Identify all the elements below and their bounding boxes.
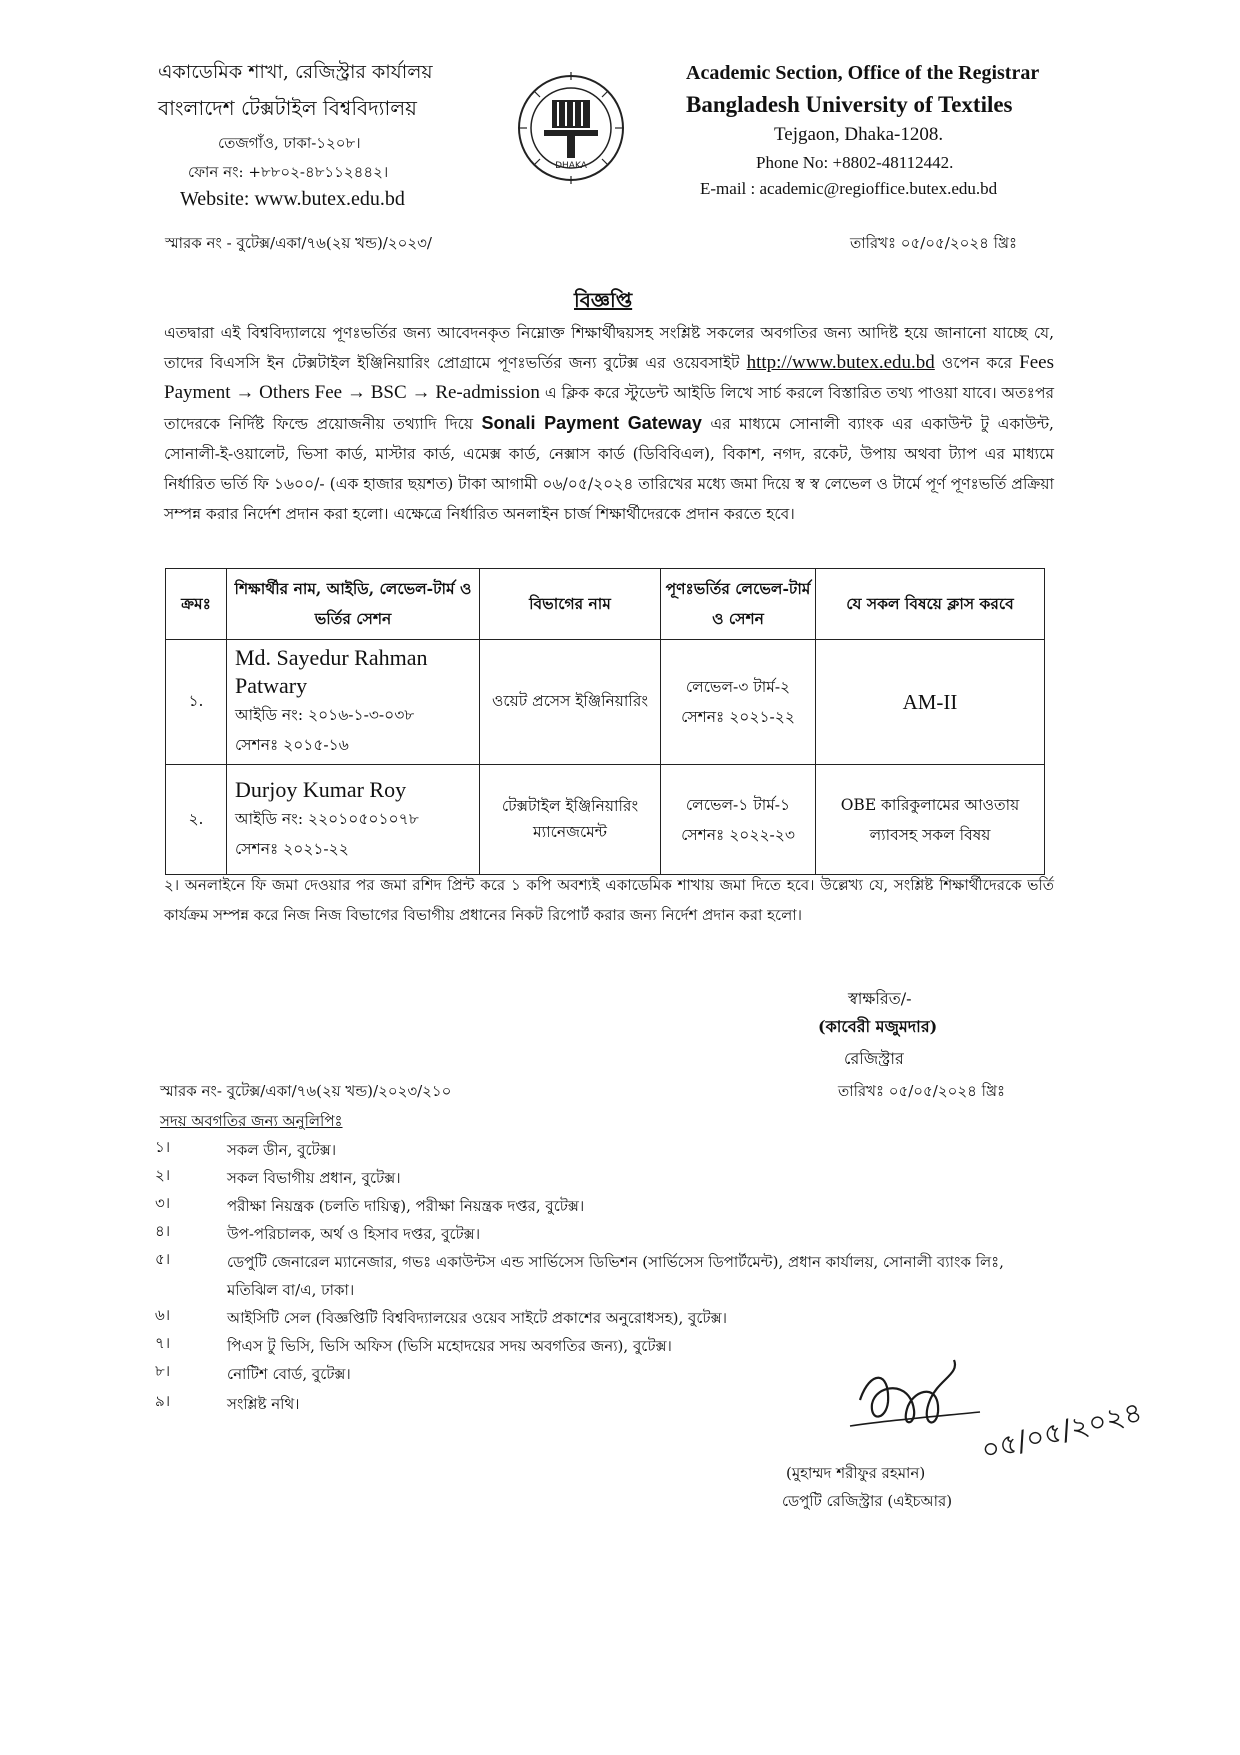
student-name: Durjoy Kumar Roy — [235, 776, 407, 802]
row-student — [227, 640, 480, 765]
registrar-title: রেজিস্ট্রার — [844, 1049, 904, 1068]
header-en-line-3: Tejgaon, Dhaka-1208. — [774, 124, 944, 145]
signed-text: স্বাক্ষরিত/- — [848, 989, 912, 1008]
student-name: Md. Sayedur Rahman Patwary — [235, 645, 428, 698]
student-table — [165, 568, 1045, 875]
readmit-level: লেভেল-১ টার্ম-১ — [685, 795, 791, 814]
readmit-level: লেভেল-৩ টার্ম-২ — [685, 678, 791, 696]
table-row — [166, 640, 1045, 765]
readmit-session: সেশনঃ ২০২১-২২ — [681, 708, 795, 726]
header-bn-line-3: তেজগাঁও, ঢাকা-১২০৮। — [218, 134, 361, 152]
row-readmission — [661, 640, 816, 765]
th-readmission: পূণঃভর্তির লেভেল-টার্ম ও সেশন — [661, 569, 816, 640]
website-link[interactable]: http://www.butex.edu.bd — [746, 352, 935, 373]
p1-part-c: এ ক্লিক করে স্টুডেন্ট আইডি লিখে সার্চ করলে বিস্তারিত তথ্য পাওয়া যাবে। অতঃপর তাদেরকে নির্দিষ্ট ফিল্ডে প্রয়োজনীয় তথ্যাদি দিয়ে — [164, 384, 1054, 433]
p1-part-b: ওপেন করে — [941, 354, 1013, 372]
header-bn-line-4: ফোন নং: +৮৮০২-৪৮১১২৪৪২। — [188, 163, 389, 181]
row-department: টেক্সটাইল ইঞ্জিনিয়ারিং ম্যানেজমেন্ট — [480, 765, 661, 875]
cc-heading: সদয় অবগতির জন্য অনুলিপিঃ — [160, 1112, 343, 1130]
header-website: Website: www.butex.edu.bd — [180, 188, 405, 210]
deputy-registrar-name: (মুহাম্মদ শরীফুর রহমান) — [786, 1464, 926, 1482]
header-en-line-4: Phone No: +8802-48112442. — [756, 153, 954, 172]
th-student: শিক্ষার্থীর নাম, আইডি, লেভেল-টার্ম ও ভর্তির সেশন — [227, 569, 480, 640]
th-serial: ক্রমঃ — [166, 569, 227, 640]
readmit-session: সেশনঃ ২০২২-২৩ — [681, 825, 795, 844]
student-session: সেশনঃ ২০১৫-১৬ — [235, 736, 349, 754]
th-department: বিভাগের নাম — [480, 569, 661, 640]
body-paragraph-1 — [164, 318, 1054, 529]
handwritten-signature — [850, 1340, 1146, 1468]
p1-part-d: এর মাধ্যমে সোনালী ব্যাংক এর একাউন্ট টু একাউন্ট, সোনালী-ই-ওয়ালেট, ভিসা কার্ড, মাস্টার কার্ড, এমেক্স কার্ড, নেক্সাস কার্ড (ডিবিবিএল), বিকাশ, নগদ, রকেট, উপায় অথবা ট্যাপ এর মাধ্যমে নির্ধারিত ভর্তি ফি ১৬০০/- (এক হাজার ছয়শত) টাকা আগামী ০৬/০৫/২০২৪ তারিখের মধ্যে জমা দিয়ে স্ব স্ব লেভেল ও টার্মে পূর্ণ পূণঃভর্তি প্রক্রিয়া সম্পন্ন করার নির্দেশ প্রদান করা হলো। এক্ষেত্রে নির্ধারিত অনলাইন চার্জ শিক্ষার্থীদেরকে প্রদান করতে হবে। — [164, 415, 1054, 523]
student-session: সেশনঃ ২০২১-২২ — [235, 839, 349, 858]
logo-text: DHAKA — [555, 161, 587, 171]
memo-date: তারিখঃ ০৫/০৫/২০২৪ খ্রিঃ — [850, 234, 1018, 252]
university-logo — [516, 58, 626, 198]
header-en-line-1: Academic Section, Office of the Registrar — [686, 62, 1040, 84]
memo-ref: স্মারক নং - বুটেক্স/একা/৭৬(২য় খন্ড)/২০২৩/ — [165, 234, 432, 252]
payment-path: Fees Payment → Others Fee → BSC → Re-admission — [164, 352, 1054, 403]
row-courses: OBE কারিকুলামের আওতায় ল্যাবসহ সকল বিষয় — [816, 765, 1045, 875]
row-student — [227, 765, 480, 875]
row-readmission — [661, 765, 816, 875]
header-bn-line-2: বাংলাদেশ টেক্সটাইল বিশ্ববিদ্যালয় — [158, 96, 417, 120]
row-courses: AM-II — [816, 640, 1045, 765]
student-id: আইডি নং: ২০১৬-১-৩-০৩৮ — [235, 706, 415, 724]
p1-part-a: এতদ্বারা এই বিশ্ববিদ্যালয়ে পূণঃভর্তির জন্য আবেদনকৃত নিম্নোক্ত শিক্ষার্থীদ্বয়সহ সংশ্লিষ্ট সকলের অবগতির জন্য আদিষ্ট হয়ে জানানো যাচ্ছে যে, তাদের বিএসসি ইন টেক্সটাইল ইঞ্জিনিয়ারিং প্রোগ্রামে পূণঃভর্তির জন্য বুটেক্স এর ওয়েবসাইট — [164, 324, 1054, 372]
row-serial: ১. — [166, 640, 227, 765]
payment-gateway: Sonali Payment Gateway — [481, 413, 702, 433]
th-courses: যে সকল বিষয়ে ক্লাস করবে — [816, 569, 1045, 640]
table-header-row — [166, 569, 1045, 640]
header-email: E-mail : academic@regioffice.butex.edu.bd — [700, 179, 998, 198]
student-id: আইডি নং: ২২০১০৫০১০৭৮ — [235, 809, 419, 828]
body-paragraph-2: ২। অনলাইনে ফি জমা দেওয়ার পর জমা রশিদ প্রিন্ট করে ১ কপি অবশ্যই একাডেমিক শাখায় জমা দিতে হবে। উল্লেখ্য যে, সংশ্লিষ্ট শিক্ষার্থীদেরকে ভর্তি কার্যক্রম সম্পন্ন করে নিজ নিজ বিভাগের বিভাগীয় প্রধানের নিকট রিপোর্ট করার জন্য নির্দেশ প্রদান করা হলো। — [164, 876, 1054, 924]
registrar-name: (কাবেরী মজুমদার) — [818, 1017, 938, 1036]
table-row — [166, 765, 1045, 875]
handwritten-date: ০৫/০৫/২০২৪ — [977, 1395, 1146, 1468]
memo2-date: তারিখঃ ০৫/০৫/২০২৪ খ্রিঃ — [838, 1082, 1006, 1100]
deputy-registrar-title: ডেপুটি রেজিস্ট্রার (এইচআর) — [782, 1492, 953, 1510]
memo2-ref: স্মারক নং- বুটেক্স/একা/৭৬(২য় খন্ড)/২০২৩/২১০ — [160, 1082, 452, 1100]
row-department: ওয়েট প্রসেস ইঞ্জিনিয়ারিং — [480, 640, 661, 765]
row-serial: ২. — [166, 765, 227, 875]
header-en-line-2: Bangladesh University of Textiles — [686, 92, 1013, 117]
notice-title: বিজ্ঞপ্তি — [574, 288, 633, 312]
header-bn-line-1: একাডেমিক শাখা, রেজিস্ট্রার কার্যালয় — [158, 61, 433, 83]
